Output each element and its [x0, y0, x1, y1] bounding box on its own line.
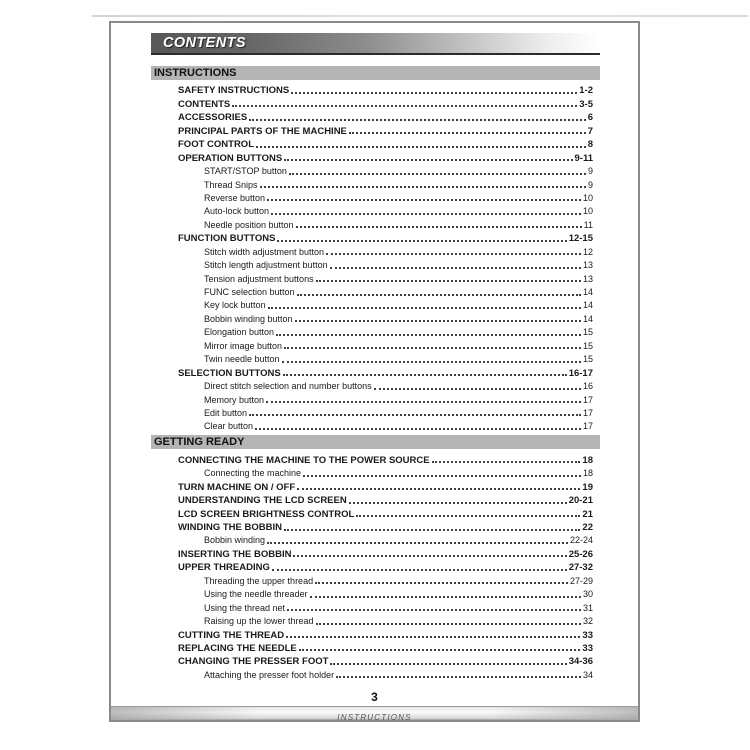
toc-entry: [151, 587, 600, 600]
toc-entry-label: CONNECTING THE MACHINE TO THE POWER SOURCE: [178, 454, 430, 466]
toc-entry-label: FUNCTION BUTTONS: [178, 233, 276, 245]
toc-entry: [151, 271, 600, 284]
toc-entry-pages: 13: [582, 273, 593, 284]
toc-entry-label: LCD SCREEN BRIGHTNESS CONTROL: [178, 508, 355, 520]
page-title: CONTENTS: [163, 35, 246, 51]
toc-entry-pages: 19: [582, 481, 593, 493]
toc-entry: [151, 150, 600, 163]
toc-entry: [151, 641, 600, 654]
toc-entry-label: ACCESSORIES: [178, 112, 248, 124]
toc-entry-pages: 34-36: [568, 656, 593, 668]
toc-entry-label: Stitch length adjustment button: [204, 260, 328, 271]
toc-entry-label: CUTTING THE THREAD: [178, 629, 285, 641]
toc-entry-label: CONTENTS: [178, 98, 231, 110]
dot-leader: [326, 253, 581, 255]
dot-leader: [255, 428, 581, 430]
toc-entry: [151, 285, 600, 298]
toc-entry: [151, 667, 600, 680]
toc-entry-pages: 16: [582, 381, 593, 392]
toc-entry-label: START/STOP button: [204, 166, 287, 177]
dot-leader: [271, 213, 581, 215]
toc-entry: [151, 244, 600, 257]
toc-entry-label: Mirror image button: [204, 340, 283, 351]
footer-chapter-label: INSTRUCTIONS: [337, 713, 412, 722]
toc-entry: [151, 560, 600, 573]
dot-leader: [283, 374, 567, 376]
dot-leader: [260, 186, 586, 188]
toc-entry-label: Memory button: [204, 394, 265, 405]
toc-entry-pages: 17: [582, 407, 593, 418]
toc-entry-pages: 33: [582, 642, 593, 654]
toc-entry-pages: 27-32: [568, 562, 593, 574]
dot-leader: [303, 475, 581, 477]
dot-leader: [284, 159, 572, 161]
toc-entry-label: Using the needle threader: [204, 589, 308, 600]
toc-entry-pages: 18: [582, 468, 593, 479]
dot-leader: [232, 105, 577, 107]
toc-entry-label: SELECTION BUTTONS: [178, 367, 281, 379]
page-number: 3: [371, 690, 378, 704]
toc-entry-label: Direct stitch selection and number buttons: [204, 381, 372, 392]
toc-entry-label: Stitch width adjustment button: [204, 246, 325, 257]
dot-leader: [282, 361, 581, 363]
dot-leader: [295, 320, 581, 322]
toc-entry-pages: 13: [582, 260, 593, 271]
toc-entry-pages: 7: [587, 125, 593, 137]
toc-entry-pages: 20-21: [568, 495, 593, 507]
toc-entry: [151, 392, 600, 405]
toc-entry: [151, 298, 600, 311]
toc-entry-label: Clear button: [204, 421, 254, 432]
dot-leader: [284, 529, 580, 531]
toc-entry-pages: 15: [582, 354, 593, 365]
toc-entry: [151, 137, 600, 150]
toc-entry-label: Bobbin winding button: [204, 313, 293, 324]
toc-entry-pages: 3-5: [579, 98, 593, 110]
toc-entry-label: Edit button: [204, 407, 248, 418]
dot-leader: [349, 502, 567, 504]
toc-entry-pages: 12: [582, 246, 593, 257]
dot-leader: [336, 676, 581, 678]
toc-entry-label: Threading the upper thread: [204, 575, 314, 586]
toc-entry-pages: 27-29: [569, 575, 593, 586]
dot-leader: [291, 92, 577, 94]
toc-entry: [151, 338, 600, 351]
contents-title-bar: [151, 33, 600, 55]
dot-leader: [310, 596, 581, 598]
dot-leader: [276, 334, 581, 336]
toc-entry-label: FUNC selection button: [204, 287, 295, 297]
toc-entry-pages: 25-26: [568, 548, 593, 560]
toc-entry-label: TURN MACHINE ON / OFF: [178, 481, 296, 493]
toc-entry: [151, 83, 600, 96]
toc-entry-pages: 17: [582, 421, 593, 432]
toc-entry: [151, 325, 600, 338]
toc-entry-pages: 15: [582, 340, 593, 351]
table-of-contents: [151, 66, 600, 681]
dot-leader: [249, 119, 586, 121]
dot-leader: [287, 609, 581, 611]
toc-entry-label: OPERATION BUTTONS: [178, 152, 283, 164]
toc-entry-pages: 1-2: [579, 85, 593, 97]
toc-entry-label: INSERTING THE BOBBIN: [178, 548, 292, 560]
toc-entry-label: WINDING THE BOBBIN: [178, 522, 282, 533]
dot-leader: [256, 146, 586, 148]
toc-entry: [151, 204, 600, 217]
toc-entry: [151, 614, 600, 627]
toc-entry-label: PRINCIPAL PARTS OF THE MACHINE: [178, 125, 347, 137]
toc-entry: [151, 258, 600, 271]
dot-leader: [286, 636, 580, 638]
dot-leader: [268, 307, 581, 309]
toc-entry-pages: 14: [582, 313, 593, 324]
toc-entry-label: SAFETY INSTRUCTIONS: [178, 85, 290, 97]
toc-entry: [151, 191, 600, 204]
section-header: GETTING READY: [151, 435, 600, 449]
toc-entry-pages: 6: [587, 112, 593, 124]
toc-entry-label: Reverse button: [204, 192, 266, 203]
dot-leader: [296, 226, 582, 228]
dot-leader: [330, 267, 581, 269]
toc-entry: [151, 379, 600, 392]
dot-leader: [249, 414, 581, 416]
toc-entry-pages: 9-11: [574, 152, 593, 164]
toc-entry-pages: 18: [582, 454, 593, 466]
toc-entry-label: Connecting the machine: [204, 468, 302, 479]
toc-entry-pages: 15: [582, 327, 593, 338]
dot-leader: [277, 240, 566, 242]
dot-leader: [356, 515, 580, 517]
toc-entry-pages: 34: [582, 669, 593, 680]
scan-artifact-line: [92, 15, 748, 17]
toc-entry: [151, 520, 600, 533]
toc-entry-pages: 10: [582, 206, 593, 217]
dot-leader: [374, 388, 581, 390]
dot-leader: [316, 623, 581, 625]
toc-entry-label: Auto-lock button: [204, 206, 270, 217]
toc-entry-label: UNDERSTANDING THE LCD SCREEN: [178, 495, 347, 507]
toc-entry-label: Attaching the presser foot holder: [204, 669, 335, 680]
toc-entry: [151, 123, 600, 136]
toc-entry-label: UPPER THREADING: [178, 562, 270, 574]
toc-entry-label: Tension adjustment buttons: [204, 273, 314, 284]
toc-entry: [151, 533, 600, 546]
section-header: INSTRUCTIONS: [151, 66, 600, 80]
toc-entry-pages: 12-15: [568, 233, 593, 245]
dot-leader: [315, 582, 568, 584]
toc-entry-label: Using the thread net: [204, 602, 286, 613]
dot-leader: [272, 569, 567, 571]
toc-entry: [151, 654, 600, 667]
toc-entry-pages: 16-17: [568, 367, 593, 379]
toc-entry: [151, 164, 600, 177]
toc-entry-label: Raising up the lower thread: [204, 616, 314, 627]
footer-chapter-bar: [111, 706, 638, 720]
toc-entry-label: Needle position button: [204, 219, 294, 230]
dot-leader: [297, 294, 581, 296]
toc-entry: [151, 493, 600, 506]
dot-leader: [316, 280, 581, 282]
toc-entry-label: Twin needle button: [204, 354, 280, 365]
toc-entry-pages: 8: [587, 139, 593, 151]
toc-entry-pages: 10: [582, 192, 593, 203]
dot-leader: [297, 488, 580, 490]
dot-leader: [267, 542, 568, 544]
manual-toc-page: [109, 21, 640, 722]
toc-entry: [151, 506, 600, 519]
dot-leader: [349, 132, 586, 134]
toc-entry: [151, 573, 600, 586]
toc-entry: [151, 110, 600, 123]
toc-entry-label: Elongation button: [204, 327, 275, 338]
toc-entry-pages: 22: [582, 522, 593, 533]
dot-leader: [299, 649, 581, 651]
dot-leader: [432, 461, 581, 463]
toc-entry-label: Thread Snips: [204, 179, 258, 190]
toc-entry-label: REPLACING THE NEEDLE: [178, 642, 297, 654]
toc-entry: [151, 600, 600, 613]
toc-entry-label: CHANGING THE PRESSER FOOT: [178, 656, 329, 668]
toc-entry-label: Bobbin winding: [204, 535, 266, 546]
toc-entry: [151, 479, 600, 492]
toc-entry-pages: 31: [582, 602, 593, 613]
toc-entry: [151, 452, 600, 465]
toc-entry: [151, 546, 600, 559]
toc-entry-label: FOOT CONTROL: [178, 139, 254, 151]
toc-entry: [151, 177, 600, 190]
dot-leader: [289, 173, 586, 175]
toc-entry: [151, 96, 600, 109]
toc-entry: [151, 352, 600, 365]
toc-entry-pages: 14: [582, 287, 593, 297]
toc-entry-pages: 21: [582, 508, 593, 520]
toc-entry: [151, 466, 600, 479]
toc-entry-label: Key lock button: [204, 300, 266, 311]
toc-entry: [151, 406, 600, 419]
toc-entry: [151, 217, 600, 230]
toc-entry-pages: 17: [582, 394, 593, 405]
dot-leader: [266, 401, 581, 403]
toc-entry-pages: 9: [587, 166, 593, 177]
toc-entry-pages: 33: [582, 629, 593, 641]
toc-entry: [151, 231, 600, 244]
toc-entry: [151, 419, 600, 432]
toc-entry-pages: 9: [587, 179, 593, 190]
dot-leader: [267, 199, 581, 201]
dot-leader: [293, 555, 566, 557]
toc-entry: [151, 627, 600, 640]
toc-entry-pages: 22-24: [569, 535, 593, 546]
toc-entry: [151, 365, 600, 378]
dot-leader: [284, 347, 581, 349]
toc-entry-pages: 14: [582, 300, 593, 311]
toc-entry: [151, 311, 600, 324]
toc-entry-pages: 32: [582, 616, 593, 627]
toc-entry-pages: 11: [583, 219, 593, 230]
toc-entry-pages: 30: [582, 589, 593, 600]
dot-leader: [330, 663, 566, 665]
